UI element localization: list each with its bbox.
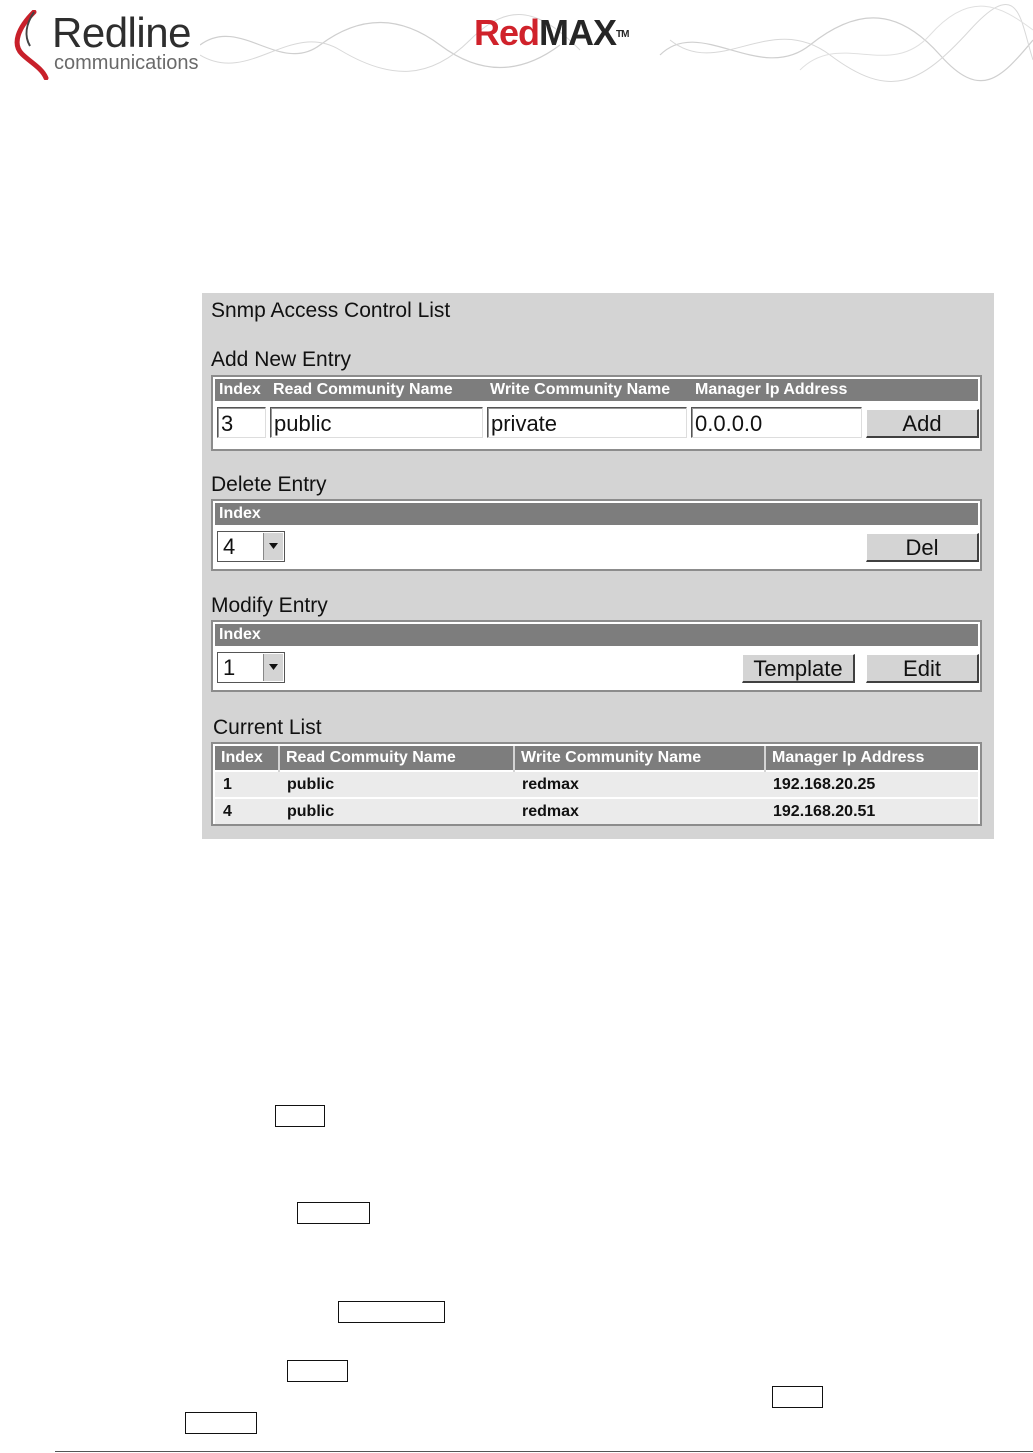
- th-write-community: Write Community Name: [514, 746, 765, 771]
- edit-button[interactable]: Edit: [866, 654, 979, 683]
- table-row: [215, 798, 978, 824]
- cell-manager-ip: 192.168.20.25: [765, 771, 978, 798]
- product-logo: [474, 12, 628, 54]
- table-header-row: [215, 746, 978, 771]
- product-logo-dark: MAX: [539, 12, 617, 53]
- cell-manager-ip: 192.168.20.51: [765, 798, 978, 824]
- trademark: TM: [616, 29, 629, 40]
- delete-index-value: 4: [223, 534, 236, 559]
- add-button[interactable]: Add: [866, 409, 979, 438]
- col-read-community: Read Community Name: [273, 381, 453, 398]
- delete-index-select[interactable]: [217, 531, 285, 562]
- page-header: [0, 0, 1033, 90]
- company-name: Redline: [52, 9, 191, 56]
- modify-index-value: 1: [223, 655, 236, 680]
- delete-entry-header: [215, 503, 978, 525]
- inline-control-box: [287, 1360, 348, 1382]
- col-manager-ip: Manager Ip Address: [695, 381, 848, 398]
- chevron-down-icon[interactable]: [263, 533, 283, 560]
- current-list-table: [215, 746, 978, 824]
- manager-ip-input[interactable]: 0.0.0.0: [691, 407, 862, 438]
- th-read-community: Read Commuity Name: [279, 746, 514, 771]
- inline-control-box: [275, 1105, 325, 1127]
- inline-control-box: [185, 1412, 257, 1434]
- modify-entry-header: [215, 624, 978, 646]
- redline-logo-icon: [8, 10, 52, 80]
- inline-control-box: [297, 1202, 370, 1224]
- footer-rule: [55, 1451, 1033, 1452]
- del-button[interactable]: Del: [866, 533, 979, 562]
- company-subtitle: communications: [54, 52, 199, 74]
- current-list-box: [211, 742, 982, 826]
- add-entry-header: [215, 379, 978, 401]
- th-manager-ip: Manager Ip Address: [765, 746, 978, 771]
- col-write-community: Write Community Name: [490, 381, 671, 398]
- product-logo-red: Red: [474, 12, 540, 53]
- col-index: Index: [219, 626, 261, 643]
- delete-entry-box: [211, 499, 982, 571]
- panel-title: Snmp Access Control List: [211, 299, 451, 322]
- chevron-down-icon[interactable]: [263, 654, 283, 681]
- current-list-title: Current List: [213, 716, 322, 739]
- add-entry-title: Add New Entry: [211, 348, 352, 371]
- index-input[interactable]: 3: [217, 407, 266, 438]
- table-row: [215, 771, 978, 798]
- cell-index: 1: [215, 771, 279, 798]
- read-community-input[interactable]: public: [270, 407, 483, 438]
- th-index: Index: [215, 746, 279, 771]
- modify-index-select[interactable]: [217, 652, 285, 683]
- delete-entry-title: Delete Entry: [211, 473, 327, 496]
- modify-entry-box: [211, 620, 982, 692]
- inline-control-box: [772, 1386, 823, 1408]
- cell-read-community: public: [279, 798, 514, 824]
- modify-entry-title: Modify Entry: [211, 594, 328, 617]
- inline-control-box: [338, 1301, 445, 1323]
- snmp-acl-panel: [202, 293, 994, 839]
- cell-write-community: redmax: [514, 798, 765, 824]
- cell-write-community: redmax: [514, 771, 765, 798]
- col-index: Index: [219, 381, 261, 398]
- cell-read-community: public: [279, 771, 514, 798]
- cell-index: 4: [215, 798, 279, 824]
- add-entry-box: [211, 375, 982, 451]
- template-button[interactable]: Template: [742, 654, 855, 683]
- col-index: Index: [219, 505, 261, 522]
- write-community-input[interactable]: private: [487, 407, 687, 438]
